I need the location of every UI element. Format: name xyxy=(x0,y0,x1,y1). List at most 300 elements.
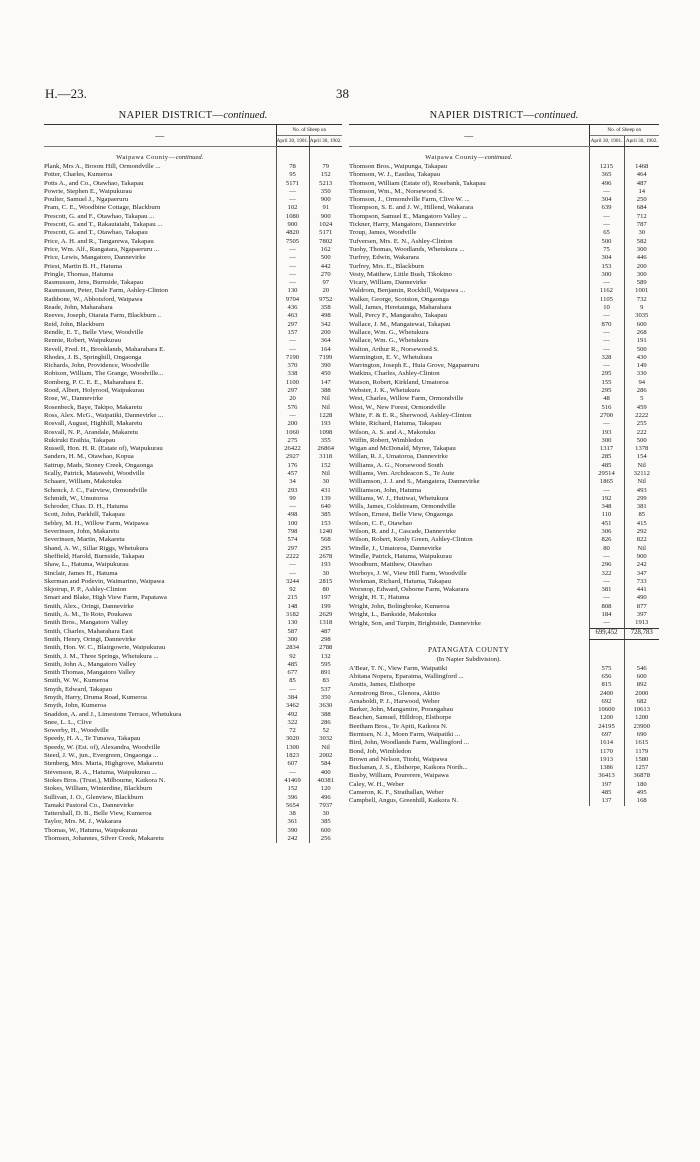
owner-name: Vicary, William, Dannevirke xyxy=(349,279,427,287)
sheep-1901: 3020 xyxy=(276,735,309,743)
sheep-1902: 268 xyxy=(636,328,647,336)
sheep-1901: — xyxy=(276,346,309,354)
sheep-1902: 537 xyxy=(320,685,331,693)
owner-name: Thomson, William (Estate of), Rosebank, Takapau xyxy=(349,179,486,187)
table-row xyxy=(44,188,342,196)
owner-name: Rosvall, August, Highhill, Makaretu xyxy=(44,420,143,428)
sheep-1902: Nil xyxy=(321,395,330,403)
table-row xyxy=(44,810,342,818)
table-row xyxy=(44,570,342,578)
sheep-1902: 546 xyxy=(636,664,647,672)
left-title-text: NAPIER DISTRICT— xyxy=(118,110,224,121)
owner-name: Wallace, Wm. G., Whetukura xyxy=(349,337,429,345)
table-row xyxy=(349,304,659,312)
owner-name: Plank, Mrs A., Broom Hill, Ormondville ... xyxy=(44,163,161,170)
sheep-1901: 41469 xyxy=(276,777,309,785)
sheep-1901: 496 xyxy=(589,180,624,188)
sheep-1902: 1580 xyxy=(635,755,649,763)
sheep-1902: 500 xyxy=(636,436,647,444)
owner-name: Poulter, Samuel J., Ngapaeruru xyxy=(44,196,129,204)
sheep-1902: 30 xyxy=(322,478,330,486)
table-row xyxy=(44,470,342,478)
right-title-continued: continued. xyxy=(534,110,579,121)
owner-name: Waldrom, Benjamin, Rockhill, Waipawa ... xyxy=(349,287,466,295)
table-row xyxy=(44,744,342,752)
table-row xyxy=(349,196,659,204)
table-row xyxy=(349,180,659,188)
sheep-1901: 34 xyxy=(276,478,309,486)
sheep-1902: 1200 xyxy=(635,714,649,722)
table-row xyxy=(44,636,342,644)
table-row xyxy=(349,312,659,320)
owner-name: Speedy, W. (Est. of), Alexandra, Woodville xyxy=(44,743,161,751)
table-row xyxy=(349,603,659,611)
sheep-1902: 180 xyxy=(636,780,647,788)
owner-name: Thomson, W. J., Eastlea, Takapau xyxy=(349,171,441,179)
table-row xyxy=(349,287,659,295)
sheep-1902: 490 xyxy=(636,594,647,602)
sheep-1901: 78 xyxy=(276,163,309,171)
sheep-1901: 463 xyxy=(276,312,309,320)
sheep-1902: 152 xyxy=(320,171,331,179)
table-row xyxy=(44,204,342,212)
sheep-1901: 575 xyxy=(589,665,624,673)
table-row xyxy=(349,163,659,171)
sheep-1901: 5654 xyxy=(276,802,309,810)
sheep-1902: 152 xyxy=(320,461,331,469)
table-row xyxy=(44,445,342,453)
table-row xyxy=(349,739,659,747)
owner-name: Campbell, Angus, Greenhill, Kaikora N. xyxy=(349,797,459,805)
sheep-1901: 365 xyxy=(589,171,624,179)
sheep-1901: — xyxy=(276,561,309,569)
sheep-1902: 388 xyxy=(320,387,331,395)
table-row xyxy=(44,520,342,528)
table-row xyxy=(44,835,342,843)
owner-name: Smyth, Edward, Takapau xyxy=(44,685,113,693)
sheep-1901: 48 xyxy=(589,395,624,403)
table-row xyxy=(349,690,659,698)
owner-name: Wilson, Robert, Kenly Green, Ashley-Clinton xyxy=(349,536,473,544)
sheep-1901: 396 xyxy=(276,794,309,802)
sheep-1901: 72 xyxy=(276,727,309,735)
owner-name: Williams, W. J., Hutiwai, Whetukura xyxy=(349,494,449,502)
sheep-1902: 1179 xyxy=(635,747,649,755)
sheep-1902: 2002 xyxy=(319,752,333,760)
sheep-1902: 300 xyxy=(636,245,647,253)
sheep-1901: 656 xyxy=(589,673,624,681)
owner-name: Thomas, W., Hatuma, Waipukurau xyxy=(44,826,138,834)
sheep-1901: 826 xyxy=(589,536,624,544)
sheep-1902: 300 xyxy=(636,270,647,278)
owner-name: Rosvall, N. P., Arandale, Makaretu xyxy=(44,428,138,436)
owner-name: Smart and Blake, High View Farm, Papatawa xyxy=(44,594,167,602)
sheep-1901: 485 xyxy=(276,661,309,669)
sheep-1901: 485 xyxy=(589,462,624,470)
sheep-1901: 1913 xyxy=(589,756,624,764)
table-row xyxy=(349,387,659,395)
sheep-1902: 415 xyxy=(636,519,647,527)
sheep-1901: 692 xyxy=(589,698,624,706)
table-row xyxy=(44,644,342,652)
owner-name: Webster, J. K., Whetukura xyxy=(349,387,420,395)
page-number: 38 xyxy=(336,86,349,101)
owner-name: Robison, William, The Grange, Woodville... xyxy=(44,370,164,378)
sheep-1902: 147 xyxy=(320,378,331,386)
sheep-1902: 900 xyxy=(320,196,331,204)
table-row xyxy=(44,727,342,735)
sheep-1902: 2000 xyxy=(635,689,649,697)
sheep-1901: 85 xyxy=(276,677,309,685)
table-row xyxy=(349,404,659,412)
owner-name: Rasmussen, Peter, Dale Farm, Ashley-Clinton xyxy=(44,287,169,295)
sheep-1901: 295 xyxy=(589,370,624,378)
patangata-county-heading: PATANGATA COUNTY xyxy=(428,646,510,655)
table-row xyxy=(349,748,659,756)
sheep-1902: 877 xyxy=(636,602,647,610)
owner-name: Smith, John A., Mangatoro Valley xyxy=(44,660,136,668)
sheep-1902: 600 xyxy=(636,672,647,680)
table-row xyxy=(44,545,342,553)
owner-name: Smith Bros., Mangatoro Valley xyxy=(44,619,129,627)
table-row xyxy=(44,420,342,428)
sheep-1901: 293 xyxy=(276,487,309,495)
sheep-1901: 900 xyxy=(276,221,309,229)
sheep-1901: 574 xyxy=(276,536,309,544)
sheep-1901: 2834 xyxy=(276,644,309,652)
sheep-1901: 451 xyxy=(589,520,624,528)
table-row xyxy=(44,827,342,835)
right-column-title xyxy=(349,108,659,124)
owner-name: Schmidt, W., Umutoroa xyxy=(44,494,108,502)
owner-name: Schenck, J. C., Fairview, Ormondville xyxy=(44,486,148,494)
sheep-1902: 355 xyxy=(320,436,331,444)
owner-name: Pringle, Thomas, Hatuma xyxy=(44,270,114,278)
owner-name: Walker, George, Scotston, Ongaonga xyxy=(349,295,449,303)
table-row xyxy=(44,794,342,802)
sheep-1902: 712 xyxy=(636,212,647,220)
sheep-1901: 100 xyxy=(276,520,309,528)
owner-name: Shaw, L., Hatuma, Waipukurau xyxy=(44,561,129,569)
sheep-1901: 457 xyxy=(276,470,309,478)
table-row xyxy=(349,673,659,681)
table-row xyxy=(349,337,659,345)
owner-name: Smith, Hon. W. C., Blairgowrie, Waipukurau xyxy=(44,644,166,652)
owner-name: Prescott, G. and T., Rakautatahi, Takapau ... xyxy=(44,221,163,229)
owner-name: Anstis, James, Elsthorpe xyxy=(349,681,416,689)
sheep-1901: — xyxy=(276,263,309,271)
sheep-1901: 697 xyxy=(589,731,624,739)
table-row xyxy=(349,437,659,445)
sheep-1901: 498 xyxy=(276,511,309,519)
table-row xyxy=(349,263,659,271)
sheep-1902: 459 xyxy=(636,403,647,411)
table-row xyxy=(349,511,659,519)
owner-name: Bird, John, Woodlands Farm, Wallingford ... xyxy=(349,739,469,747)
sheep-1902: 83 xyxy=(322,677,330,685)
sheep-1901: 2927 xyxy=(276,453,309,461)
table-row xyxy=(44,578,342,586)
sheep-1902: 446 xyxy=(636,254,647,262)
year-1901-header: April 30, 1901. xyxy=(589,136,624,147)
sheep-1901: 516 xyxy=(589,404,624,412)
patangata-subdivision-note: (In Napier Subdivision). xyxy=(436,655,501,663)
sheep-1902: 168 xyxy=(636,797,647,805)
owner-name: Steed, J. W., jun., Evergreen, Ongaonga ... xyxy=(44,752,159,760)
owner-name: Smith, Henry, Oringi, Dannevirke xyxy=(44,635,136,643)
sheep-1901: — xyxy=(276,412,309,420)
owner-name: Smyth, John, Kumeroa xyxy=(44,702,107,710)
sheep-1901: 130 xyxy=(276,619,309,627)
sheep-1901: 1614 xyxy=(589,739,624,747)
sheep-1901: 297 xyxy=(276,545,309,553)
owner-name: Wallace, Wm. G., Whetukura xyxy=(349,328,429,336)
right-title-text: NAPIER DISTRICT— xyxy=(429,110,535,121)
owner-name: Price, Wm. Alf., Rangatara, Ngapaeruru ... xyxy=(44,245,160,253)
owner-name: Severinsen, John, Makaretu xyxy=(44,528,119,536)
table-row xyxy=(44,603,342,611)
owner-name: Snaddon, A. and J., Limestone Terrace, Whetukura xyxy=(44,710,182,718)
owner-name: Stevenson, R. A., Hatuma, Waipukurau ... xyxy=(44,768,157,776)
owner-name: Thompson, S. E. and J. W., Hillend, Wakarara xyxy=(349,204,474,212)
table-row xyxy=(349,570,659,578)
table-row xyxy=(349,797,659,805)
sheep-1901: 1865 xyxy=(589,478,624,486)
sheep-1902: 5 xyxy=(640,395,644,403)
owner-name: Busby, William, Pourerere, Waipawa xyxy=(349,772,449,780)
owner-name: Wall, James, Heretaunga, Maharahara xyxy=(349,304,452,312)
sheep-1901: 176 xyxy=(276,462,309,470)
table-row xyxy=(44,719,342,727)
table-row xyxy=(349,503,659,511)
owner-name: Skjotrup, P. P., Ashley-Clinton xyxy=(44,586,127,594)
sheep-1901: 38 xyxy=(276,810,309,818)
table-row xyxy=(349,528,659,536)
owner-name: Armstrong Bros., Glenora, Akitio xyxy=(349,689,440,697)
table-row xyxy=(44,594,342,602)
table-row xyxy=(349,420,659,428)
owner-name: White, Richard, Hatuma, Takapau xyxy=(349,420,441,428)
table-row xyxy=(44,362,342,370)
sheep-1901: 1215 xyxy=(589,163,624,171)
table-row xyxy=(349,731,659,739)
sheep-1902: 200 xyxy=(320,328,331,336)
left-column xyxy=(44,108,342,843)
sheep-1901: 9704 xyxy=(276,296,309,304)
table-row xyxy=(44,354,342,362)
owner-name: White, F. & E. R., Sherwood, Ashley-Clinton xyxy=(349,411,472,419)
table-row xyxy=(44,769,342,777)
sheep-1901: — xyxy=(589,594,624,602)
sheep-1902: 255 xyxy=(636,420,647,428)
sheep-1902: 3035 xyxy=(635,312,649,320)
sheep-1902: 493 xyxy=(636,486,647,494)
sheep-1901: 215 xyxy=(276,594,309,602)
owner-name: Tickner, Harry, Mangatoro, Dannevirke xyxy=(349,221,457,229)
owner-name: Revell, Fred. H., Brooklands, Maharahara E. xyxy=(44,345,165,353)
sheep-1901: 7505 xyxy=(276,238,309,246)
owner-name: Priest, Martin B. H., Hatuma xyxy=(44,262,122,270)
sheep-1902: 85 xyxy=(638,511,646,519)
table-row xyxy=(44,702,342,710)
sheep-1901: — xyxy=(276,246,309,254)
sheep-1901: 677 xyxy=(276,669,309,677)
sheep-1901: — xyxy=(276,196,309,204)
sheep-1901: 1105 xyxy=(589,296,624,304)
sheep-1902: 299 xyxy=(636,494,647,502)
sheep-1902: 589 xyxy=(636,279,647,287)
table-row xyxy=(44,478,342,486)
table-row xyxy=(44,653,342,661)
table-row xyxy=(44,619,342,627)
sheep-1901: 1170 xyxy=(589,748,624,756)
table-row xyxy=(44,346,342,354)
sheep-1901: 152 xyxy=(276,785,309,793)
owner-name: Warrington, Joseph E., Huia Grove, Ngapaeruru xyxy=(349,362,480,370)
sheep-1902: 1257 xyxy=(635,764,649,772)
sheep-1901: 36413 xyxy=(589,772,624,780)
table-row xyxy=(44,404,342,412)
owner-name: Richards, John, Providence, Woodville xyxy=(44,362,150,370)
table-row xyxy=(44,370,342,378)
owner-name: Schaare, William, Makotuku xyxy=(44,478,122,486)
owner-name: Sullivan, J. O., Glenview, Blackburn xyxy=(44,793,144,801)
table-row xyxy=(349,271,659,279)
sheep-1901: 3462 xyxy=(276,702,309,710)
sheep-1902: 682 xyxy=(636,697,647,705)
table-row xyxy=(349,536,659,544)
owner-name: Wright, John, Bolingbroke, Kumeroa xyxy=(349,602,450,610)
table-row xyxy=(349,329,659,337)
table-row xyxy=(44,263,342,271)
sheep-1902: Nil xyxy=(637,544,646,552)
sheep-1901: — xyxy=(589,362,624,370)
owner-name: Romberg, P. C. E. E., Maharahara E. xyxy=(44,378,144,386)
sheep-1902: 36878 xyxy=(633,772,650,780)
owner-name: Smith, J. M., Three Springs, Whetukura ... xyxy=(44,652,159,660)
sheep-1901: — xyxy=(589,420,624,428)
table-row xyxy=(44,229,342,237)
table-row xyxy=(349,296,659,304)
sheep-1902: 640 xyxy=(320,503,331,511)
table-row xyxy=(44,387,342,395)
sheep-1902: 442 xyxy=(320,262,331,270)
sheep-1901: 95 xyxy=(276,171,309,179)
sheep-1901: — xyxy=(276,570,309,578)
owner-name: Willan, R. J., Umatoroa, Dannevirke xyxy=(349,453,448,461)
sheep-1901: 7190 xyxy=(276,354,309,362)
sheep-1902: 568 xyxy=(320,536,331,544)
table-row xyxy=(349,781,659,789)
owner-name: Smith Thomas, Mangatoro Valley xyxy=(44,669,136,677)
owner-name: Thomson, J., Ormondville Farm, Clive W. ... xyxy=(349,196,470,204)
table-row xyxy=(44,254,342,262)
table-row xyxy=(44,536,342,544)
sheep-1902: 154 xyxy=(636,453,647,461)
sheep-1902: 600 xyxy=(636,320,647,328)
sheep-1901: — xyxy=(276,686,309,694)
sheep-1901: — xyxy=(589,213,624,221)
sheep-count-header: No. of Sheep on xyxy=(589,125,659,136)
owner-name: Rood, Albert, Holyrood, Waipukurau xyxy=(44,387,145,395)
table-row xyxy=(44,321,342,329)
sheep-1902: 385 xyxy=(320,511,331,519)
sheep-1901: 639 xyxy=(589,204,624,212)
table-row xyxy=(349,594,659,602)
owner-name: Watson, Robert, Kirkland, Umatoroa xyxy=(349,378,449,386)
table-row xyxy=(349,354,659,362)
table-row xyxy=(349,561,659,569)
sheep-1902: 1240 xyxy=(319,528,333,536)
owner-name: Reid, John, Blackburn xyxy=(44,320,105,328)
owner-name: Price, A. H. and R., Tangarewa, Takapau xyxy=(44,237,154,245)
year-1902-header: April 30, 1902. xyxy=(309,136,342,147)
sheep-1902: 388 xyxy=(320,710,331,718)
table-row xyxy=(349,171,659,179)
owner-name: Sattrup, Mads, Stoney Creek, Ongaonga xyxy=(44,461,153,469)
table-row xyxy=(44,528,342,536)
owner-name: Wilson, C. F., Otawhao xyxy=(349,519,413,527)
table-row xyxy=(349,229,659,237)
sheep-1902: 14 xyxy=(638,187,646,195)
sheep-1901: 80 xyxy=(589,545,624,553)
owner-name: Schroder, Chas. D. H., Hatuma xyxy=(44,503,128,511)
sheep-1901: 130 xyxy=(276,287,309,295)
sheep-1901: 92 xyxy=(276,653,309,661)
owner-name: Williams, A. G., Norsewood South xyxy=(349,461,444,469)
table-row xyxy=(349,681,659,689)
table-row xyxy=(44,271,342,279)
owner-name: Turfrey, Mrs. E., Blackburn xyxy=(349,262,424,270)
owner-name: Tattershall, D. B., Belle View, Kumeroa xyxy=(44,810,152,818)
sheep-1902: 80 xyxy=(322,586,330,594)
sheep-1901: 1080 xyxy=(276,213,309,221)
sheep-1901: 2400 xyxy=(589,690,624,698)
sheep-1902: 40381 xyxy=(317,776,334,784)
sheep-1901: 322 xyxy=(589,570,624,578)
sheep-1902: 286 xyxy=(320,718,331,726)
sheep-1901: 300 xyxy=(589,271,624,279)
sheep-1901: 24195 xyxy=(589,723,624,731)
sheep-1901: 492 xyxy=(276,711,309,719)
sheep-1901: — xyxy=(276,337,309,345)
sheep-1902: 2222 xyxy=(635,411,649,419)
owner-name: Williams, Ven. Archdeacon S., Te Aute xyxy=(349,469,455,477)
table-row xyxy=(349,698,659,706)
sheep-1902: Nil xyxy=(321,469,330,477)
sheep-1901: 1386 xyxy=(589,764,624,772)
owner-name: Wright, H. T., Hatuma xyxy=(349,594,410,602)
table-row xyxy=(44,760,342,768)
table-row xyxy=(349,764,659,772)
table-row xyxy=(349,213,659,221)
sheep-1901: — xyxy=(589,329,624,337)
sheep-1902: 30 xyxy=(322,569,330,577)
sheep-count-header: No. of Sheep on xyxy=(276,125,342,136)
table-row xyxy=(349,586,659,594)
owner-name: Woodburn, Matthew, Otawhao xyxy=(349,561,433,569)
sheep-1901: 370 xyxy=(276,362,309,370)
owner-name: Windle, Patrick, Hatuma, Waipukurau xyxy=(349,552,452,560)
sheep-1902: 3630 xyxy=(319,702,333,710)
sheep-1902: Nil xyxy=(637,478,646,486)
sheep-1901: — xyxy=(276,188,309,196)
table-row xyxy=(349,520,659,528)
sheep-1901: 1200 xyxy=(589,714,624,722)
table-row xyxy=(44,238,342,246)
sheep-1902: 500 xyxy=(320,254,331,262)
owner-name: Rasmussen, Jens, Burnside, Takapau xyxy=(44,279,144,287)
